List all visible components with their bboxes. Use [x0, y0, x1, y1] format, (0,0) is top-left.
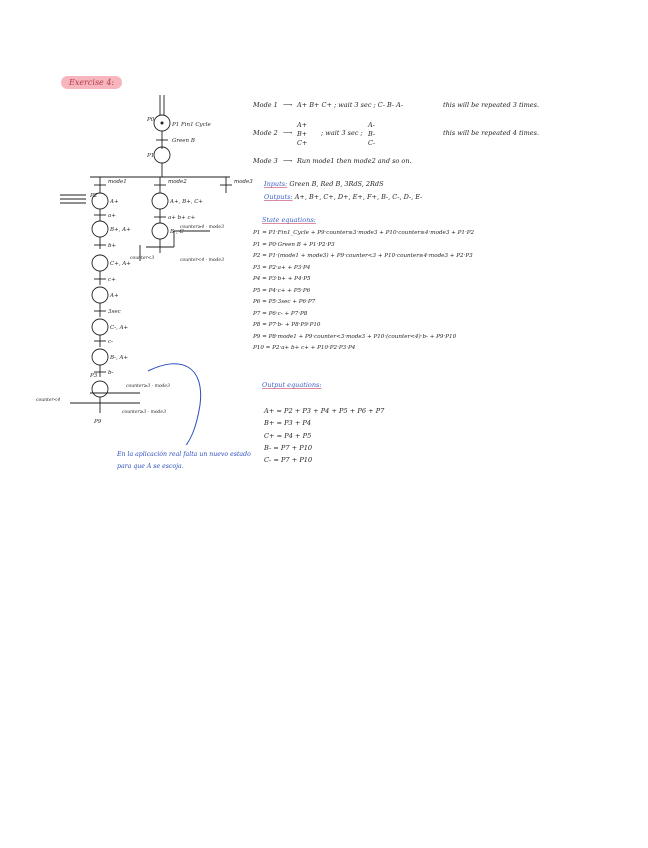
p-left-b: P3 — [90, 373, 98, 379]
output-eq-heading-wrap — [262, 381, 322, 389]
arrow-icon: ⟶ — [283, 129, 293, 137]
state-r1: A+, B+, C+ — [170, 199, 204, 205]
mode-note: this will be repeated 3 times. — [443, 101, 540, 109]
inputs-line — [264, 180, 384, 188]
mode-actions: Run mode1 then mode2 and so on. — [297, 157, 412, 165]
mode-label: Mode 1 — [253, 101, 278, 109]
inputs-value: Green B, Red B, 3RdS, 2RdS — [289, 180, 384, 188]
transition-green-b: Green B — [172, 138, 195, 144]
mode2-label: mode2 — [168, 179, 187, 185]
mode-wait: ; wait 3 sec ; — [321, 129, 363, 137]
state-equations — [253, 228, 474, 355]
outputs-line — [264, 193, 422, 201]
state-b: B+, A+ — [110, 227, 131, 233]
inputs-heading: Inputs: — [264, 180, 288, 188]
equation-line: B- = P7 + P10 — [264, 443, 313, 452]
transition-cm: c- — [108, 339, 113, 345]
counter-label-2: counter<3 — [130, 256, 155, 261]
state-c: C+, A+ — [110, 261, 131, 267]
state-a: A+ — [110, 199, 119, 205]
equation-line: C- = P7 + P10 — [264, 456, 313, 465]
counter-label-4: counter<4 — [36, 398, 61, 403]
outputs-heading: Outputs: — [264, 193, 293, 201]
exercise-title: Exercise 4: — [61, 76, 122, 89]
mode-row-3 — [253, 151, 583, 179]
p-bottom: P9 — [94, 419, 102, 425]
state-e: C-, A+ — [110, 325, 129, 331]
state-eq-heading: State equations: — [262, 216, 316, 224]
mode-label: Mode 2 — [253, 129, 278, 137]
transition-bm: b- — [108, 370, 114, 376]
transition-a: a+ — [108, 213, 116, 219]
petri-net-diagram — [30, 85, 260, 445]
equation-line: P1 = P0·Green B + P1·P2·P3 — [253, 241, 335, 248]
transition-b: b+ — [108, 243, 117, 249]
equation-line: P9 = P8·mode1 + P9·counter<3·mode3 + P10·(counter<4)·b- + P9·P10 — [253, 333, 457, 340]
equation-line: P8 = P7·b- + P8·P9·P10 — [253, 322, 321, 328]
arrow-icon: ⟶ — [283, 157, 293, 165]
equation-line: P7 = P6·c- + P7·P8 — [253, 310, 308, 317]
state-r2: B-, C- — [170, 229, 186, 235]
mode-label: Mode 3 — [253, 157, 278, 165]
equation-line: P5 = P4·c+ + P5·P6 — [253, 287, 311, 294]
equation-line: P3 = P2·a+ + P3·P4 — [253, 264, 311, 271]
stack-right: A- B- C- — [368, 121, 376, 147]
arrow-icon: ⟶ — [283, 101, 293, 109]
transition-r: a+ b+ c+ — [168, 215, 196, 221]
mode-actions: A+ B+ C+ ; wait 3 sec ; C- B- A- — [297, 101, 404, 109]
equation-line: P2 = P1·(mode1 + mode3) + P9·counter<3 + P10·counter≥4·mode3 + P2·P3 — [253, 253, 473, 259]
equation-line: P6 = P5·3sec + P6·P7 — [253, 299, 316, 305]
annotation-arrow — [148, 364, 201, 445]
modes-section — [253, 95, 583, 179]
equation-line: P1 = P1·Fin1_Cycle + P9·counter≥3·mode3 + P10·counter≥4·mode3 + P1·P2 — [253, 230, 475, 236]
mode3-label: mode3 — [234, 179, 253, 185]
p1-label: P1 — [147, 153, 155, 159]
counter-label-6: counter<4 · mode3 — [180, 258, 224, 263]
equation-line: P4 = P3·b+ + P4·P5 — [253, 276, 311, 282]
counter-label-1: counter≥4 · mode3 — [180, 225, 224, 230]
mode1-label: mode1 — [108, 179, 127, 185]
token — [161, 122, 164, 125]
equation-line: C+ = P4 + P5 — [264, 431, 312, 440]
state-f: B-, A+ — [110, 355, 129, 361]
mode-row-1 — [253, 95, 583, 123]
mode-note: this will be repeated 4 times. — [443, 129, 540, 137]
counter-label-3: counter≥3 · mode3 — [126, 384, 170, 389]
output-eq-heading: Output equations: — [262, 381, 322, 389]
p-left-a: P2 — [90, 193, 98, 199]
mode-row-2 — [253, 123, 583, 151]
annotation-note: En la aplicación real falta un nuevo estado para que A se escoja. — [117, 451, 251, 470]
stack-left: A+ B+ C+ — [297, 121, 308, 147]
output-equations — [264, 405, 384, 466]
transition-fin-cycle: P1 Fin1 Cycle — [172, 122, 211, 128]
counter-label-5: counter≥3 · mode3 — [122, 410, 166, 415]
transition-c: c+ — [108, 277, 116, 283]
outputs-value: A+, B+, C+, D+, E+, F+, B-, C-, D-, E- — [294, 193, 423, 201]
p0-label: P0 — [147, 117, 155, 123]
state-eq-heading-wrap — [262, 216, 316, 224]
equation-line: P10 = P2·a+ b+ c+ + P10·P2·P3·P4 — [253, 345, 356, 351]
equation-line: B+ = P3 + P4 — [264, 419, 312, 428]
place-p1 — [154, 147, 170, 163]
transition-3s: 3sec — [108, 309, 121, 315]
equation-line: A+ = P2 + P3 + P4 + P5 + P6 + P7 — [264, 407, 385, 415]
state-d: A+ — [110, 293, 119, 299]
